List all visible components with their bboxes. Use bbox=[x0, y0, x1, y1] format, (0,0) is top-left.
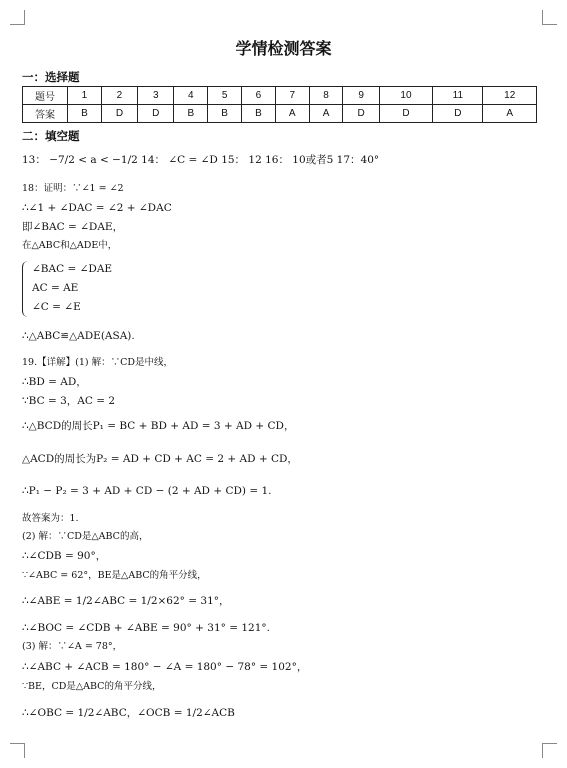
proof-line: 在△ABC和△ADE中， bbox=[22, 240, 118, 251]
solution-line: ∴∠ABC + ∠ACB = 180° − ∠A = 180° − 78° = 102°， bbox=[22, 661, 308, 673]
system-line: ∠BAC = ∠DAE bbox=[32, 263, 113, 275]
table-cell: 10 bbox=[379, 87, 432, 105]
solution-line: ∴∠OBC = 1/2∠ABC，∠OCB = 1/2∠ACB bbox=[22, 707, 235, 719]
corner-mark-bottom-right bbox=[542, 743, 557, 758]
corner-mark-bottom-left bbox=[10, 743, 25, 758]
table-cell: A bbox=[483, 105, 537, 123]
section-heading-fill: 二：填空题 bbox=[22, 129, 80, 143]
table-cell: 3 bbox=[138, 87, 174, 105]
solution-line: △ACD的周长为P₂ = AD + CD + AC = 2 + AD + CD， bbox=[22, 453, 298, 465]
page-title: 学情检测答案 bbox=[235, 39, 332, 58]
proof-line: ∴∠1 + ∠DAC = ∠2 + ∠DAC bbox=[22, 202, 172, 214]
solution-line: ∴P₁ − P₂ = 3 + AD + CD − (2 + AD + CD) = 1. bbox=[22, 485, 272, 497]
table-cell: D bbox=[101, 105, 137, 123]
table-cell: 1 bbox=[68, 87, 102, 105]
solution-line: 故答案为：1. bbox=[22, 513, 79, 524]
solution-line: ∴△BCD的周长P₁ = BC + BD + AD = 3 + AD + CD， bbox=[22, 420, 295, 432]
table-cell: 2 bbox=[101, 87, 137, 105]
table-cell: D bbox=[343, 105, 379, 123]
solution-line: ∴BD = AD， bbox=[22, 376, 87, 388]
system-line: AC = AE bbox=[32, 282, 79, 294]
table-cell: B bbox=[68, 105, 102, 123]
proof-line: 即∠BAC = ∠DAE， bbox=[22, 221, 124, 233]
table-cell: 8 bbox=[309, 87, 343, 105]
table-row-answers bbox=[23, 105, 537, 123]
table-cell: D bbox=[138, 105, 174, 123]
table-row-numbers bbox=[23, 87, 537, 105]
table-cell: 6 bbox=[242, 87, 276, 105]
solution-line: (3) 解：∵∠A = 78°， bbox=[22, 641, 123, 652]
solution-line: ∴∠ABE = 1/2∠ABC = 1/2×62° = 31°， bbox=[22, 595, 230, 607]
table-header-cell: 题号 bbox=[23, 87, 68, 105]
table-cell: B bbox=[242, 105, 276, 123]
table-cell: A bbox=[309, 105, 343, 123]
solution-line: ∴∠BOC = ∠CDB + ∠ABE = 90° + 31° = 121°. bbox=[22, 622, 270, 634]
proof-conclusion: ∴△ABC≌△ADE(ASA). bbox=[22, 330, 135, 342]
section-heading-choice: 一：选择题 bbox=[22, 70, 80, 84]
proof-line: 18：证明：∵∠1 = ∠2 bbox=[22, 183, 124, 194]
system-line: ∠C = ∠E bbox=[32, 301, 81, 313]
system-brace bbox=[22, 261, 29, 317]
table-cell: 7 bbox=[275, 87, 309, 105]
corner-mark-top-right bbox=[542, 10, 557, 25]
table-cell: D bbox=[433, 105, 483, 123]
solution-line: ∵∠ABC = 62°，BE是△ABC的角平分线， bbox=[22, 570, 207, 581]
table-cell: 4 bbox=[174, 87, 208, 105]
table-cell: 11 bbox=[433, 87, 483, 105]
table-header-cell: 答案 bbox=[23, 105, 68, 123]
solution-line: ∵BE，CD是△ABC的角平分线， bbox=[22, 681, 162, 692]
table-cell: D bbox=[379, 105, 432, 123]
table-cell: 12 bbox=[483, 87, 537, 105]
table-cell: A bbox=[275, 105, 309, 123]
solution-line: 19.【详解】(1) 解：∵CD是中线， bbox=[22, 357, 173, 368]
table-cell: 9 bbox=[343, 87, 379, 105]
solution-line: ∵BC = 3，AC = 2 bbox=[22, 395, 116, 407]
solution-line: (2) 解：∵CD是△ABC的高， bbox=[22, 531, 149, 542]
table-cell: B bbox=[174, 105, 208, 123]
answer-table bbox=[22, 86, 537, 123]
solution-line: ∴∠CDB = 90°， bbox=[22, 550, 107, 562]
corner-mark-top-left bbox=[10, 10, 25, 25]
table-cell: B bbox=[208, 105, 242, 123]
answer-line-13-17: 13： −7/2 < a < −1/2 14： ∠C = ∠D 15： 12 16： 10或者5 17：40° bbox=[22, 154, 380, 166]
table-cell: 5 bbox=[208, 87, 242, 105]
